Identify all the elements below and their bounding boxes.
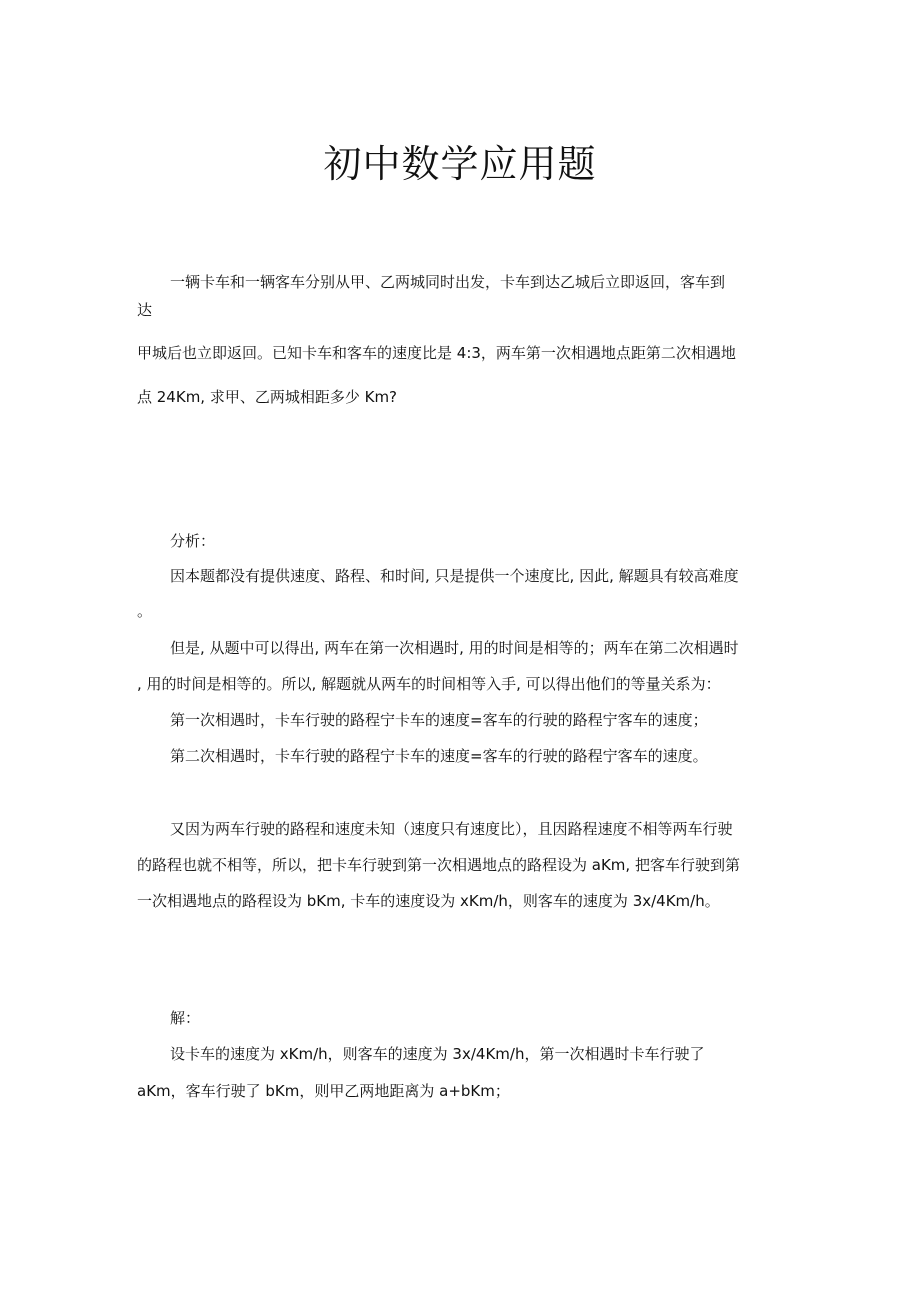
problem-line: 点 24Km, 求甲、乙两城相距多少 Km? [137, 388, 398, 406]
analysis-line: 。 [137, 602, 153, 620]
analysis-line: 一次相遇地点的路程设为 bKm, 卡车的速度设为 xKm/h，则客车的速度为 3x/4Km/h。 [137, 892, 720, 910]
equation-line: 第一次相遇时，卡车行驶的路程宁卡车的速度=客车的行驶的路程宁客车的速度； [170, 711, 708, 729]
solution-line: aKm，客车行驶了 bKm，则甲乙两地距离为 a+bKm； [137, 1082, 510, 1100]
equation-line: 第二次相遇时，卡车行驶的路程宁卡车的速度=客车的行驶的路程宁客车的速度。 [170, 747, 708, 765]
problem-line: 甲城后也立即返回。已知卡车和客车的速度比是 4:3，两车第一次相遇地点距第二次相遇地 [137, 344, 736, 362]
analysis-line: 的路程也就不相等，所以，把卡车行驶到第一次相遇地点的路程设为 aKm, 把客车行驶到第 [137, 856, 740, 874]
solution-heading: 解： [170, 1009, 201, 1027]
analysis-line: 因本题都没有提供速度、路程、和时间, 只是提供一个速度比, 因此, 解题具有较高难度 [170, 567, 739, 585]
page-title: 初中数学应用题 [323, 142, 597, 186]
problem-line: 一辆卡车和一辆客车分别从甲、乙两城同时出发，卡车到达乙城后立即返回，客车到 [170, 273, 726, 291]
analysis-heading: 分析： [170, 532, 216, 550]
analysis-line: 但是, 从题中可以得出, 两车在第一次相遇时, 用的时间是相等的；两车在第二次相遇时 [170, 639, 739, 657]
analysis-line: , 用的时间是相等的。所以, 解题就从两车的时间相等入手, 可以得出他们的等量关系为： [137, 675, 721, 693]
solution-line: 设卡车的速度为 xKm/h，则客车的速度为 3x/4Km/h，第一次相遇时卡车行驶了 [170, 1045, 705, 1063]
problem-line: 达 [137, 301, 153, 319]
analysis-line: 又因为两车行驶的路程和速度未知（速度只有速度比），且因路程速度不相等两车行驶 [170, 820, 733, 838]
